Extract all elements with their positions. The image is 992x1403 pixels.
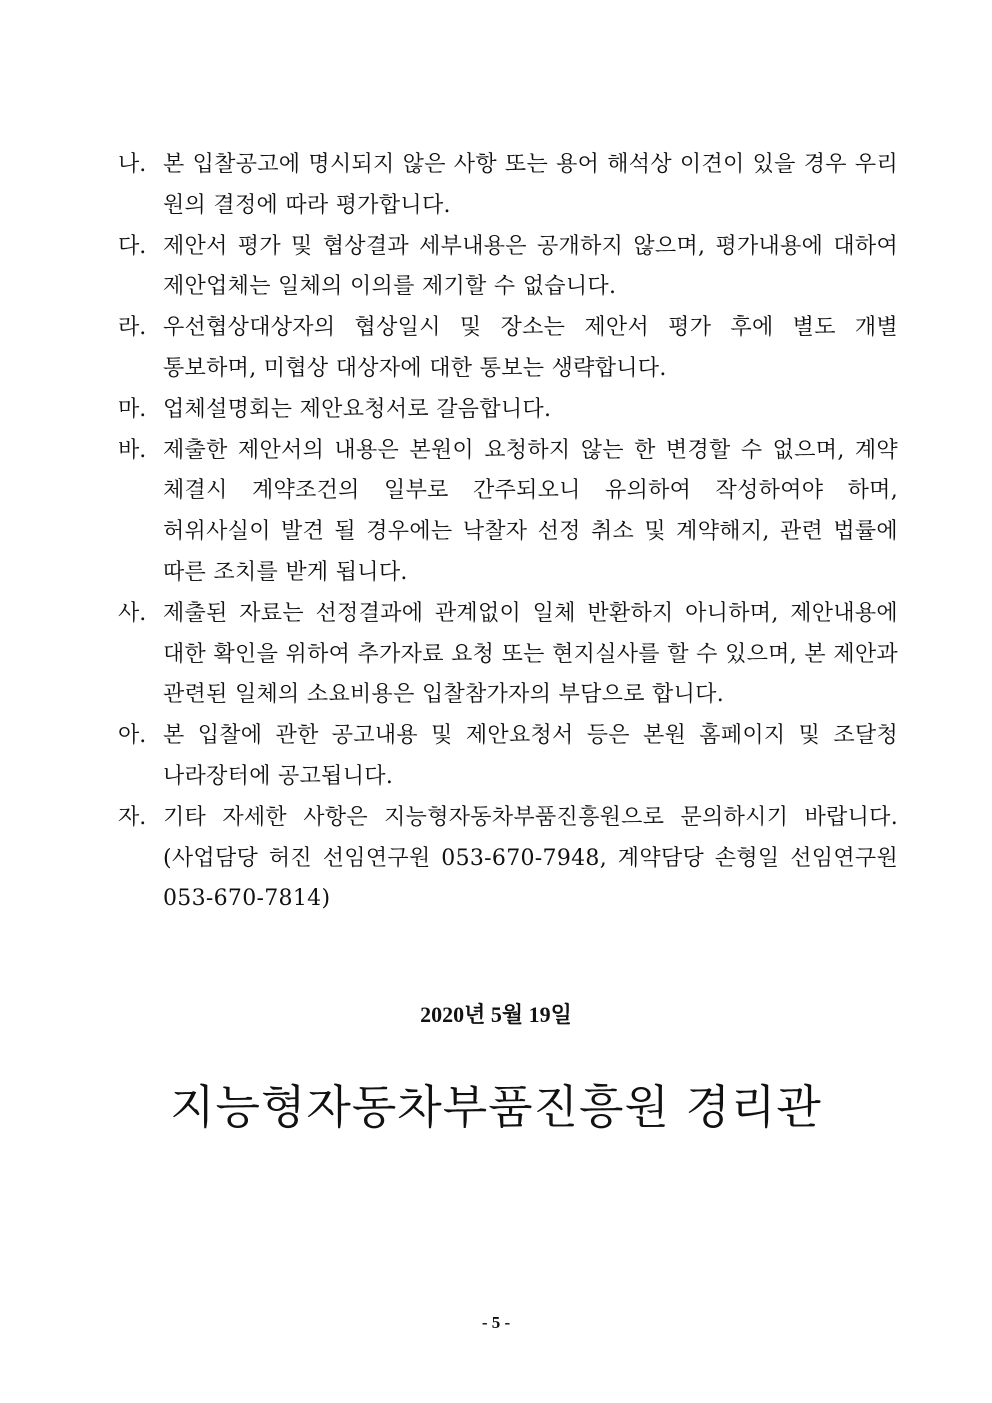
issuer-name: 지능형자동차부품진흥원 경리관 [170, 1080, 822, 1134]
item-text: 업체설명회는 제안요청서로 갈음합니다. [163, 396, 552, 422]
notice-date: 2020년 5월 19일 [420, 1002, 572, 1027]
item-marker: 나. [118, 152, 147, 177]
notice-item-da [118, 227, 898, 309]
notice-item-ra [118, 308, 898, 390]
notice-item-ma [118, 390, 898, 431]
item-text: 제출된 자료는 선정결과에 관계없이 일체 반환하지 아니하며, 제안내용에 대한 확인을 위하여 추가자료 요청 또는 현지실사를 할 수 있으며, 본 제안과 관련된 일체의 소요비용은 입찰참가자의 부담으로 합니다. [163, 600, 898, 708]
item-marker: 자. [118, 804, 147, 830]
item-text: 본 입찰공고에 명시되지 않은 사항 또는 용어 해석상 이견이 있을 경우 우리 원의 결정에 따라 평가합니다. [163, 152, 898, 218]
item-text: 본 입찰에 관한 공고내용 및 제안요청서 등은 본원 홈페이지 및 조달청 나라장터에 공고됩니다. [163, 723, 898, 789]
item-marker: 바. [118, 437, 147, 463]
item-text: 우선협상대상자의 협상일시 및 장소는 제안서 평가 후에 별도 개별 통보하며, 미협상 대상자에 대한 통보는 생략합니다. [163, 315, 898, 381]
item-text: 제안서 평가 및 협상결과 세부내용은 공개하지 않으며, 평가내용에 대하여 제안업체는 일체의 이의를 제기할 수 없습니다. [163, 233, 898, 300]
notice-item-na [118, 145, 898, 227]
item-marker: 사. [118, 600, 147, 626]
notice-item-ja [118, 798, 898, 920]
item-marker: 다. [118, 233, 147, 259]
notice-item-sa [118, 594, 898, 716]
item-text: 기타 자세한 사항은 지능형자동차부품진흥원으로 문의하시기 바랍니다.(사업담당 허진 선임연구원 053-670-7948, 계약담당 손형일 선임연구원 053-670-7814) [163, 804, 898, 912]
item-text: 제출한 제안서의 내용은 본원이 요청하지 않는 한 변경할 수 없으며, 계약 체결시 계약조건의 일부로 간주되오니 유의하여 작성하여야 하며, 허위사실이 발견 될 경우에는 낙찰자 선정 취소 및 계약해지, 관련 법률에 따른 조치를 받게 됩니다. [163, 437, 898, 585]
item-marker: 라. [118, 315, 147, 341]
notice-item-a [118, 716, 898, 798]
page-number: - 5 - [481, 1313, 511, 1332]
item-marker: 마. [118, 396, 147, 422]
notice-list [118, 145, 898, 920]
notice-item-ba [118, 431, 898, 594]
item-marker: 아. [118, 723, 147, 749]
